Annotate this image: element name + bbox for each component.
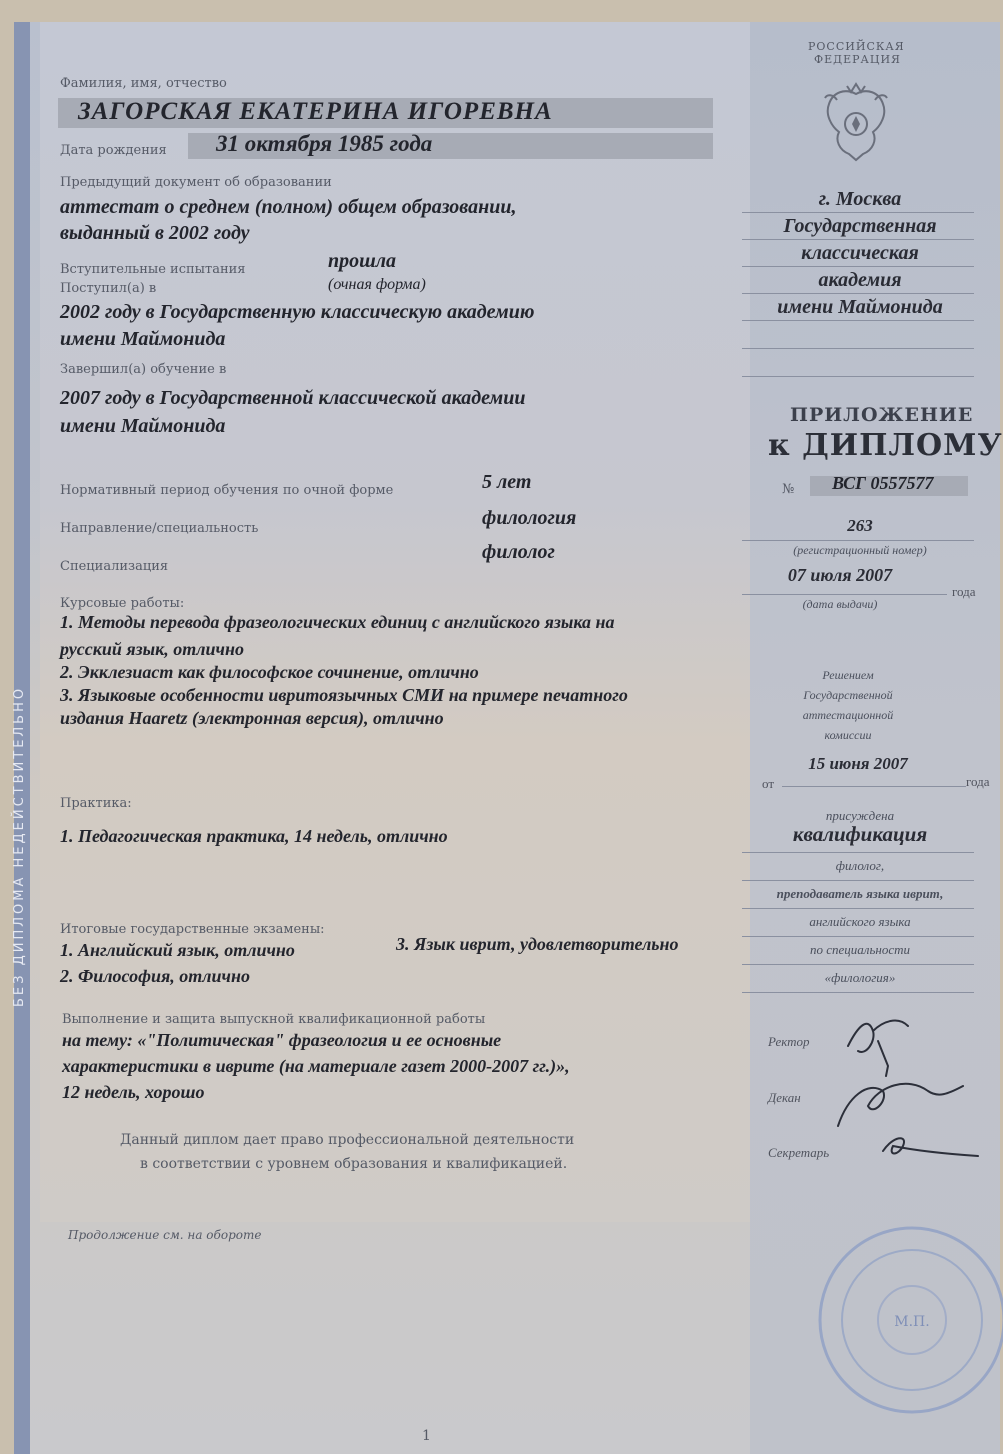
rule	[742, 852, 974, 853]
supplement-subtitle: к ДИПЛОМУ	[768, 428, 1003, 463]
reg-label: (регистрационный номер)	[793, 543, 927, 557]
decision-date: 15 июня 2007	[808, 754, 908, 773]
birth-date: 31 октября 1985 года	[216, 131, 433, 156]
practice-label: Практика:	[60, 796, 132, 811]
rule	[742, 376, 974, 377]
rule	[742, 266, 974, 267]
qualification-line: филолог,	[835, 858, 885, 873]
rule	[742, 239, 974, 240]
rule	[742, 964, 974, 965]
qualification-title: квалификация	[792, 822, 928, 846]
coursework-line: издания Haaretz (электронная версия), отлично	[60, 708, 444, 728]
thesis-line3: 12 недель, хорошо	[62, 1082, 205, 1102]
enrolled-line1: 2002 году в Государственную классическую академию	[60, 301, 535, 323]
rule	[742, 293, 974, 294]
entrance-label: Вступительные испытания	[60, 262, 246, 277]
rule	[742, 908, 974, 909]
rector-label: Ректор	[768, 1034, 810, 1049]
full-name: ЗАГОРСКАЯ ЕКАТЕРИНА ИГОРЕВНА	[78, 98, 553, 125]
completed-line2: имени Маймонида	[60, 415, 226, 437]
side-strip-text: БЕЗ ДИПЛОМА НЕДЕЙСТВИТЕЛЬНО	[12, 685, 27, 1007]
rule	[782, 786, 966, 787]
number-prefix: №	[782, 482, 795, 497]
rule	[742, 348, 974, 349]
study-form: (очная форма)	[328, 276, 426, 293]
enrolled-line2: имени Маймонида	[60, 328, 226, 350]
page-number: 1	[422, 1428, 431, 1444]
institution-line: имени Маймонида	[777, 296, 943, 318]
continued-note: Продолжение см. на обороте	[68, 1228, 262, 1242]
supplement-title: ПРИЛОЖЕНИЕ	[790, 404, 974, 426]
issue-date: 07 июля 2007	[787, 565, 893, 585]
entrance-value: прошла	[328, 250, 397, 272]
practice-line1: 1. Педагогическая практика, 14 недель, отлично	[60, 826, 448, 846]
thesis-line1: на тему: «"Политическая" фразеология и ее основные	[62, 1030, 502, 1050]
left-border-strip	[14, 22, 30, 1454]
specialization-value: филолог	[482, 541, 555, 563]
qualification-line: преподаватель языка иврит,	[776, 886, 944, 901]
rule	[742, 992, 974, 993]
direction-label: Направление/специальность	[60, 521, 259, 536]
decision-line: Государственной	[803, 688, 893, 702]
rule	[742, 594, 947, 595]
institution-line: академия	[818, 269, 902, 291]
coursework-line: русский язык, отлично	[60, 639, 244, 659]
qualification-line: английского языка	[809, 914, 911, 929]
dean-label: Декан	[768, 1090, 801, 1105]
decision-line: аттестационной	[802, 708, 894, 722]
decision-line: комиссии	[824, 728, 872, 742]
decision-year-suffix: года	[966, 774, 990, 789]
diploma-number: ВСГ 0557577	[832, 473, 934, 493]
institution-line: г. Москва	[818, 188, 902, 210]
institution-line: классическая	[801, 242, 919, 264]
country-line1: РОССИЙСКАЯ	[808, 40, 905, 53]
completed-line1: 2007 году в Государственной классической академии	[60, 387, 526, 409]
prev-doc-line2: выданный в 2002 году	[60, 222, 250, 244]
qualification-line: по специальности	[810, 942, 910, 957]
specialization-label: Специализация	[60, 559, 169, 574]
thesis-line2: характеристики в иврите (на материале газет 2000-2007 гг.)»,	[62, 1056, 570, 1076]
seal-text: М.П.	[894, 1314, 930, 1330]
coursework-line: 1. Методы перевода фразеологических единиц с английского языка на	[60, 612, 615, 632]
fio-label: Фамилия, имя, отчество	[60, 76, 227, 91]
exam-item-2: 2. Философия, отлично	[60, 966, 250, 986]
secretary-label: Секретарь	[768, 1145, 830, 1160]
awarded-label: присуждена	[825, 808, 895, 823]
issue-year-suffix: года	[952, 584, 976, 599]
enrolled-label: Поступил(а) в	[60, 281, 157, 296]
exams-label: Итоговые государственные экзамены:	[60, 922, 325, 937]
institution-line: Государственная	[783, 215, 937, 237]
country-line2: ФЕДЕРАЦИЯ	[814, 53, 901, 66]
qualification-line: «филология»	[824, 970, 896, 985]
prev-doc-label: Предыдущий документ об образовании	[60, 175, 332, 190]
signatures-graphic	[828, 1006, 988, 1166]
exam-item-3: 3. Язык иврит, удовлетворительно	[396, 934, 679, 954]
rights-line1: Данный диплом дает право профессиональной деятельности	[120, 1132, 575, 1148]
decision-line: Решением	[822, 668, 874, 682]
rule	[742, 212, 974, 213]
double-headed-eagle-emblem	[815, 80, 897, 166]
rule	[742, 540, 974, 541]
completed-label: Завершил(а) обучение в	[60, 362, 227, 377]
decision-from: от	[762, 776, 775, 791]
rights-line2: в соответствии с уровнем образования и квалификацией.	[140, 1156, 568, 1172]
rule	[742, 880, 974, 881]
rule	[742, 936, 974, 937]
birth-label: Дата рождения	[60, 143, 167, 158]
official-seal	[812, 1210, 1000, 1420]
coursework-line: 2. Экклезиаст как философское сочинение, отлично	[60, 662, 479, 682]
coursework-line: 3. Языковые особенности ивритоязычных СМИ на примере печатного	[60, 685, 628, 705]
coursework-label: Курсовые работы:	[60, 596, 185, 611]
period-value: 5 лет	[482, 471, 532, 493]
issue-label: (дата выдачи)	[802, 597, 878, 611]
direction-value: филология	[482, 507, 577, 529]
prev-doc-line1: аттестат о среднем (полном) общем образовании,	[60, 196, 517, 218]
exam-item-1: 1. Английский язык, отлично	[60, 940, 295, 960]
thesis-label: Выполнение и защита выпускной квалификационной работы	[62, 1012, 486, 1027]
rule	[742, 320, 974, 321]
reg-number: 263	[847, 516, 873, 535]
period-label: Нормативный период обучения по очной форме	[60, 483, 394, 498]
